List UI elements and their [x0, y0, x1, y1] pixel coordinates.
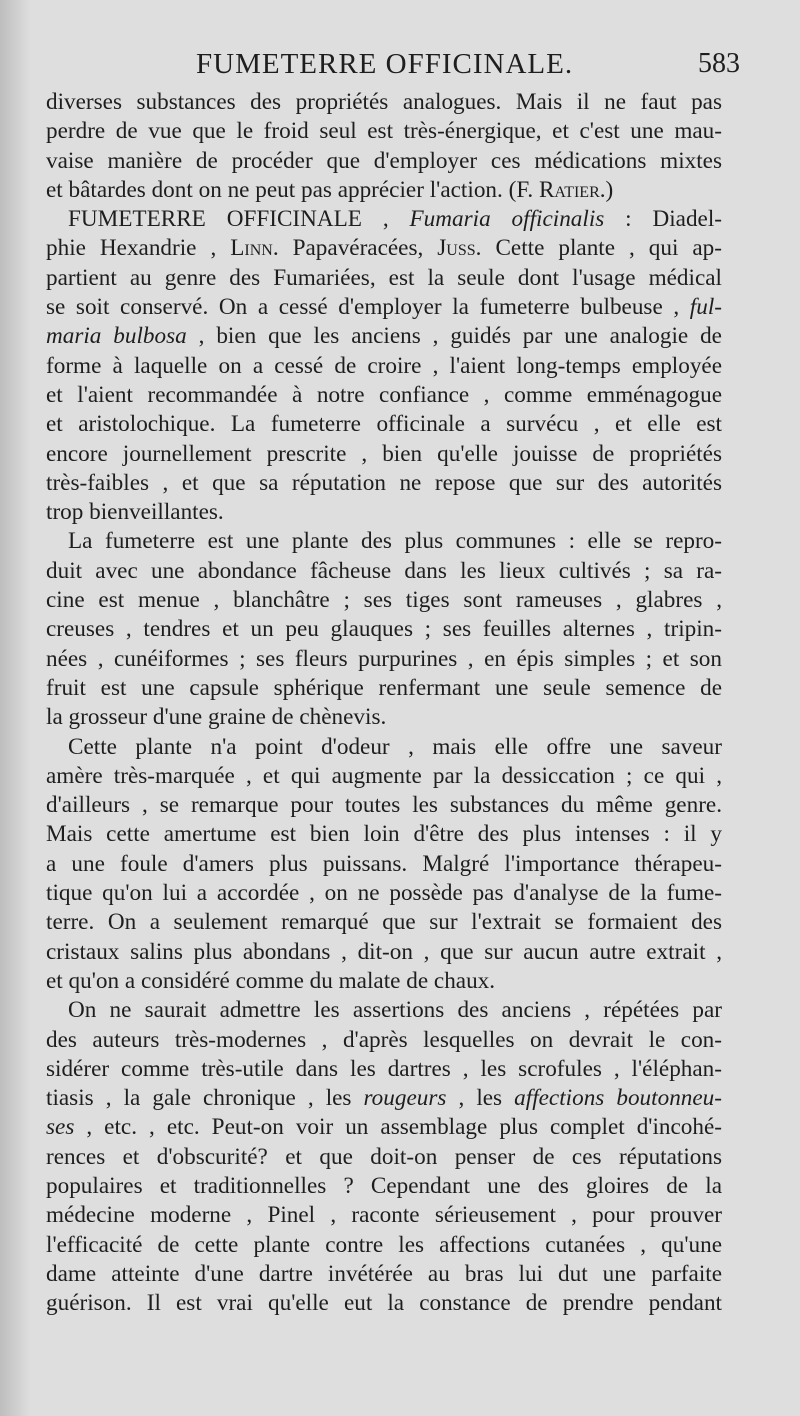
- italic-text: Fumaria officinalis: [409, 206, 605, 233]
- text-run: Cette plante n'a point d'odeur , mais elle offre une saveur: [68, 733, 722, 760]
- text-run: FUMETERRE OFFICINALE ,: [68, 206, 410, 233]
- text-run: Mais cette amertume est bien loin d'être des plus intenses : il y: [46, 821, 722, 848]
- text-run: cristaux salins plus abondans , dit-on , que sur aucun autre extrait ,: [46, 938, 722, 965]
- text-run: , bien que les anciens , guidés par une analogie de: [186, 323, 722, 350]
- text-run: des auteurs très-modernes , d'après lesquelles on devrait le con-: [46, 1026, 722, 1053]
- text-run: . Cette plante , qui ap-: [475, 235, 722, 262]
- text-run: et aristolochique. La fumeterre officinale a survécu , et elle est: [46, 411, 722, 438]
- text-line: [46, 820, 722, 849]
- italic-text: rougeurs: [363, 1085, 447, 1112]
- text-run: et l'aient recommandée à notre confiance , comme emménagogue: [46, 381, 722, 408]
- page-gutter-shadow: [0, 0, 30, 1416]
- text-run: amère très-marquée , et qui augmente par la dessiccation ; ce qui ,: [46, 762, 722, 789]
- text-run: très-faibles , et que sa réputation ne repose que sur des autorités: [46, 469, 722, 496]
- text-line: [46, 557, 722, 586]
- text-run: d'ailleurs , se remarque pour toutes les substances du même genre.: [46, 792, 722, 819]
- text-line: [46, 264, 722, 293]
- text-run: encore journellement prescrite , bien qu'elle jouisse de propriétés: [46, 440, 722, 467]
- small-caps-text: Juss: [437, 235, 476, 262]
- text-line: [46, 967, 722, 996]
- text-line: [46, 527, 722, 556]
- text-run: terre. On a seulement remarqué que sur l'extrait se formaient des: [46, 909, 722, 936]
- text-line: [46, 205, 722, 234]
- text-run: guérison. Il est vrai qu'elle eut la constance de prendre pendant: [46, 1290, 722, 1317]
- text-run: sidérer comme très-utile dans les dartres , les scrofules , l'éléphan-: [46, 1055, 722, 1082]
- text-run: et bâtardes dont on ne peut pas apprécier l'action. (F.: [46, 176, 539, 203]
- text-run: tiasis , la gale chronique , les: [46, 1085, 364, 1112]
- text-line: [46, 674, 722, 703]
- text-run: On ne saurait admettre les assertions des anciens , répétées par: [68, 997, 722, 1024]
- text-line: [46, 117, 722, 146]
- text-run: trop bienveillantes.: [46, 499, 224, 526]
- text-line: [46, 615, 722, 644]
- page-number: 583: [698, 48, 740, 79]
- text-run: la grosseur d'une graine de chènevis.: [46, 704, 387, 731]
- text-line: [46, 850, 722, 879]
- italic-text: ses: [46, 1114, 75, 1141]
- body-text: [46, 88, 722, 1318]
- text-run: La fumeterre est une plante des plus communes : elle se repro-: [68, 528, 722, 555]
- text-run: tique qu'on lui a accordée , on ne possède pas d'analyse de la fume-: [46, 880, 722, 907]
- text-line: [46, 88, 722, 117]
- text-run: phie Hexandrie ,: [46, 235, 231, 262]
- italic-text: affections boutonneu-: [514, 1085, 722, 1112]
- text-run: , etc. , etc. Peut-on voir un assemblage plus complet d'incohé-: [74, 1114, 722, 1141]
- text-line: [46, 703, 722, 732]
- text-line: [46, 293, 722, 322]
- text-line: [46, 498, 722, 527]
- text-run: cine est menue , blanchâtre ; ses tiges sont rameuses , glabres ,: [46, 587, 722, 614]
- text-run: nées , cunéiformes ; ses fleurs purpurines , en épis simples ; et son: [46, 645, 722, 672]
- text-run: .): [599, 176, 614, 203]
- text-run: duit avec une abondance fâcheuse dans les lieux cultivés ; sa ra-: [46, 557, 722, 584]
- page-header: [46, 48, 740, 84]
- italic-text: ful-: [689, 294, 722, 321]
- text-line: [46, 234, 722, 263]
- text-line: [46, 586, 722, 615]
- text-run: dame atteinte d'une dartre invétérée au bras lui dut une parfaite: [46, 1260, 722, 1287]
- text-line: [46, 440, 722, 469]
- italic-text: maria bulbosa: [46, 323, 187, 350]
- text-run: a une foule d'amers plus puissans. Malgré l'importance thérapeu-: [46, 850, 722, 877]
- text-line: [46, 908, 722, 937]
- text-line: [46, 469, 722, 498]
- text-line: [46, 1143, 722, 1172]
- text-run: partient au genre des Fumariées, est la seule dont l'usage médical: [46, 264, 722, 291]
- text-run: médecine moderne , Pinel , raconte sérieusement , pour prouver: [46, 1202, 722, 1229]
- text-line: [46, 1260, 722, 1289]
- text-line: [46, 1289, 722, 1318]
- text-line: [46, 1026, 722, 1055]
- text-run: perdre de vue que le froid seul est très-énergique, et c'est une mau-: [46, 118, 722, 145]
- text-run: rences et d'obscurité? et que doit-on penser de ces réputations: [46, 1143, 722, 1170]
- small-caps-text: Linn: [230, 235, 273, 262]
- text-run: vaise manière de procéder que d'employer ces médications mixtes: [46, 147, 722, 174]
- text-run: fruit est une capsule sphérique renfermant une seule semence de: [46, 674, 722, 701]
- text-line: [46, 791, 722, 820]
- text-run: . Papavéracées,: [272, 235, 438, 262]
- text-line: [46, 176, 722, 205]
- text-line: [46, 996, 722, 1025]
- text-run: diverses substances des propriétés analogues. Mais il ne faut pas: [46, 89, 722, 115]
- text-line: [46, 762, 722, 791]
- running-title: FUMETERRE OFFICINALE.: [196, 48, 574, 80]
- text-run: , les: [446, 1085, 515, 1112]
- text-line: [46, 1084, 722, 1113]
- text-run: creuses , tendres et un peu glauques ; ses feuilles alternes , tripin-: [46, 616, 722, 643]
- text-line: [46, 1231, 722, 1260]
- text-line: [46, 733, 722, 762]
- text-line: [46, 1113, 722, 1142]
- text-line: [46, 322, 722, 351]
- text-line: [46, 938, 722, 967]
- text-run: : Diadel-: [604, 206, 722, 233]
- text-run: l'efficacité de cette plante contre les affections cutanées , qu'une: [46, 1231, 722, 1258]
- small-caps-text: Ratier: [538, 176, 600, 203]
- text-line: [46, 381, 722, 410]
- text-run: populaires et traditionnelles ? Cependant une des gloires de la: [46, 1172, 722, 1199]
- text-line: [46, 1172, 722, 1201]
- text-line: [46, 1055, 722, 1084]
- text-line: [46, 1201, 722, 1230]
- text-line: [46, 879, 722, 908]
- text-line: [46, 645, 722, 674]
- text-run: se soit conservé. On a cessé d'employer la fumeterre bulbeuse ,: [46, 294, 690, 321]
- text-run: et qu'on a considéré comme du malate de chaux.: [46, 967, 496, 994]
- text-line: [46, 410, 722, 439]
- text-line: [46, 147, 722, 176]
- text-line: [46, 352, 722, 381]
- text-run: forme à laquelle on a cessé de croire , l'aient long-temps employée: [46, 352, 722, 379]
